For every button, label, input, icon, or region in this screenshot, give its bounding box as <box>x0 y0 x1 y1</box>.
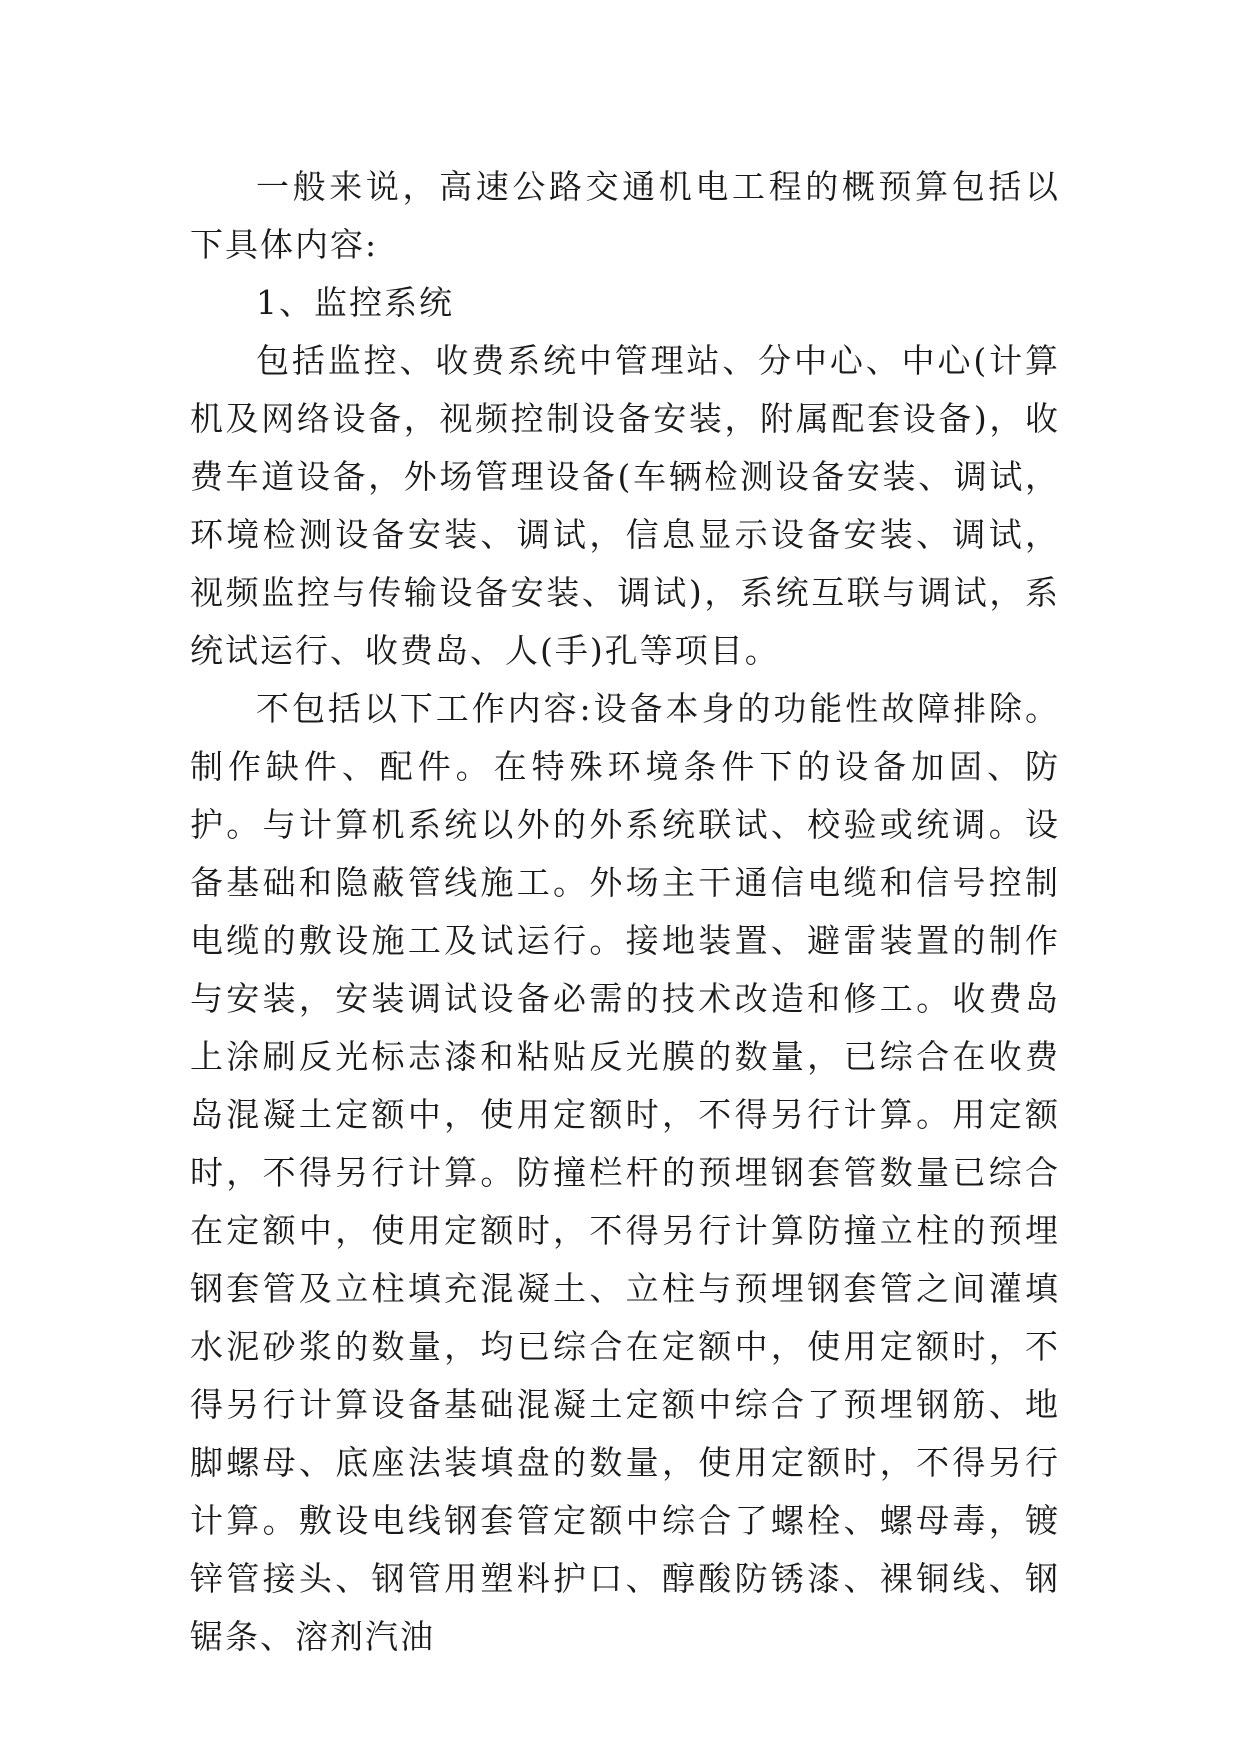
intro-paragraph: 一般来说，高速公路交通机电工程的概预算包括以下具体内容: <box>190 167 1060 264</box>
scope-included-paragraph: 包括监控、收费系统中管理站、分中心、中心(计算机及网络设备，视频控制设备安装，附属配套设备)，收费车道设备，外场管理设备(车辆检测设备安装、调试，环境检测设备安装、调试，信息显示设备安装、调试，视频监控与传输设备安装、调试)，系统互联与调试，系统试运行、收费岛、人(手)孔等项目。 <box>190 341 1060 670</box>
document-body <box>190 158 1060 1666</box>
section-heading-monitoring-system: 1、监控系统 <box>256 283 454 322</box>
scope-excluded-paragraph: 不包括以下工作内容:设备本身的功能性故障排除。制作缺件、配件。在特殊环境条件下的设备加固、防护。与计算机系统以外的外系统联试、校验或统调。设备基础和隐蔽管线施工。外场主干通信电缆和信号控制电缆的敷设施工及试运行。接地装置、避雷装置的制作与安装，安装调试设备必需的技术改造和修工。收费岛上涂刷反光标志漆和粘贴反光膜的数量，已综合在收费岛混凝土定额中，使用定额时，不得另行计算。用定额时，不得另行计算。防撞栏杆的预埋钢套管数量已综合在定额中，使用定额时，不得另行计算防撞立柱的预埋钢套管及立柱填充混凝土、立柱与预埋钢套管之间灌填水泥砂浆的数量，均已综合在定额中，使用定额时，不得另行计算设备基础混凝土定额中综合了预埋钢筋、地脚螺母、底座法装填盘的数量，使用定额时，不得另行计算。敷设电线钢套管定额中综合了螺栓、螺母毒，镀锌管接头、钢管用塑料护口、醇酸防锈漆、裸铜线、钢锯条、溶剂汽油 <box>190 689 1060 1656</box>
